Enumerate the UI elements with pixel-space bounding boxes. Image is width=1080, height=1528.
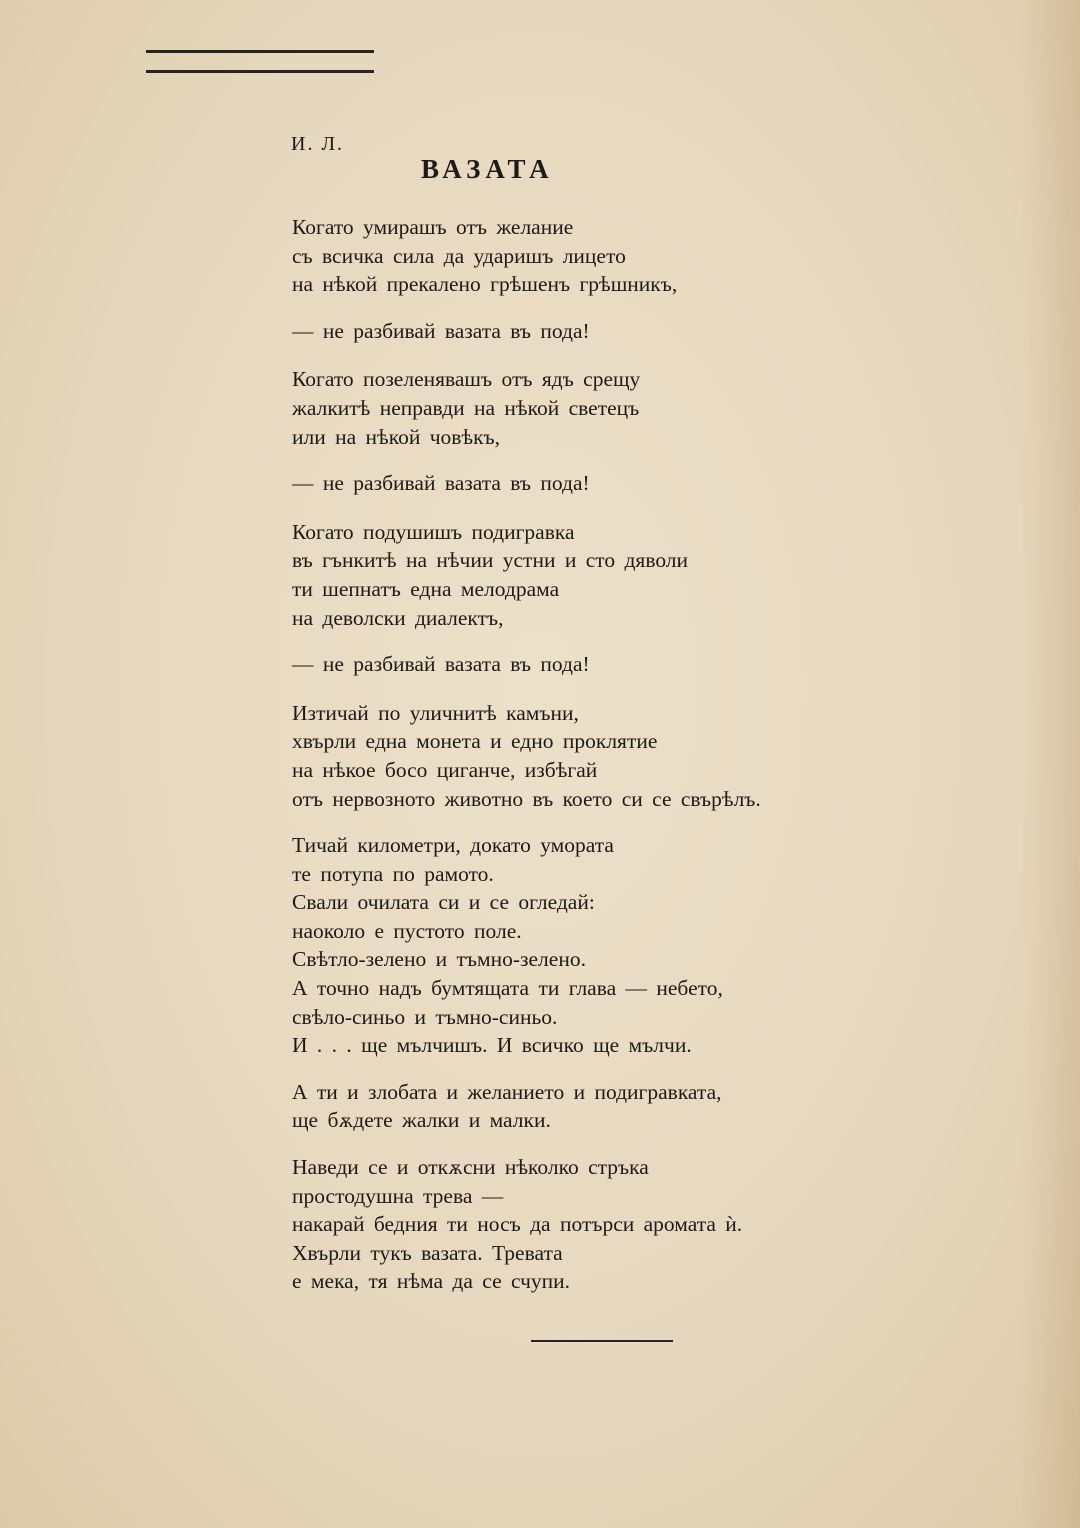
stanza (292, 831, 892, 1060)
refrain (292, 469, 892, 498)
poem-line: — не разбивай вазата въ пода! (292, 318, 590, 343)
stanza (292, 1078, 892, 1135)
poem-line: на нѣкой прекалено грѣшенъ грѣшникъ, (292, 272, 678, 297)
poem-line: И . . . ще мълчишъ. И всичко ще мълчи. (292, 1033, 692, 1058)
stanza (292, 365, 892, 451)
page-edge-shadow (1020, 0, 1080, 1528)
poem-line: наоколо е пустото поле. (292, 918, 522, 943)
poem-line: въ гънкитѣ на нѣчии устни и сто дяволи (292, 548, 689, 573)
stanza (292, 213, 892, 299)
poem-line: Хвърли тукъ вазата. Тревата (292, 1240, 563, 1265)
poem-line: съ всичка сила да ударишъ лицето (292, 243, 626, 268)
author-initials: И. Л. (291, 133, 345, 155)
poem-line: Свѣтло-зелено и тъмно-зелено. (292, 947, 586, 972)
top-rule-2 (146, 70, 374, 73)
poem-line: ти шепнатъ една мелодрама (292, 576, 560, 601)
poem-title: ВАЗАТА (421, 154, 554, 184)
poem-line: свѣло-синьо и тъмно-синьо. (292, 1004, 558, 1029)
poem-line: Когато умирашъ отъ желание (292, 215, 574, 239)
poem-line: Тичай километри, докато умората (292, 833, 614, 858)
poem-line: жалкитѣ неправди на нѣкой светецъ (292, 395, 640, 420)
refrain (292, 317, 892, 346)
stanza (292, 699, 892, 813)
stanza (292, 1153, 892, 1296)
poem-line: А точно надъ бумтящата ти глава — небето, (292, 976, 723, 1001)
poem-line: Когато подушишъ подигравка (292, 519, 575, 544)
poem-line: ще бѫдете жалки и малки. (292, 1108, 551, 1133)
poem-line: на нѣкое босо циганче, избѣгай (292, 757, 598, 782)
poem-line: хвърли една монета и едно проклятие (292, 729, 658, 754)
poem-line: накарай бедния ти носъ да потърси аромата ѝ. (292, 1212, 743, 1237)
poem-line: Наведи се и откѫсни нѣколко стръка (292, 1155, 649, 1180)
stanza (292, 518, 892, 632)
refrain (292, 650, 892, 679)
top-rule-1 (146, 50, 374, 53)
poem-line: на деволски диалектъ, (292, 605, 504, 630)
poem-body (292, 213, 892, 1314)
poem-line: Свали очилата си и се огледай: (292, 890, 595, 915)
bottom-rule (531, 1340, 673, 1342)
poem-line: или на нѣкой човѣкъ, (292, 424, 501, 449)
poem-line: отъ нервозното животно въ което си се свърѣлъ. (292, 786, 761, 811)
poem-line: простодушна трева — (292, 1183, 504, 1208)
poem-line: е мека, тя нѣма да се счупи. (292, 1269, 571, 1294)
poem-line: А ти и злобата и желанието и подигравката, (292, 1079, 722, 1104)
poem-line: те потупа по рамото. (292, 861, 494, 886)
poem-line: Когато позеленявашъ отъ ядъ срещу (292, 367, 641, 392)
poem-line: — не разбивай вазата въ пода! (292, 652, 590, 677)
poem-line: Изтичай по уличнитѣ камъни, (292, 700, 579, 725)
poem-line: — не разбивай вазата въ пода! (292, 471, 590, 496)
